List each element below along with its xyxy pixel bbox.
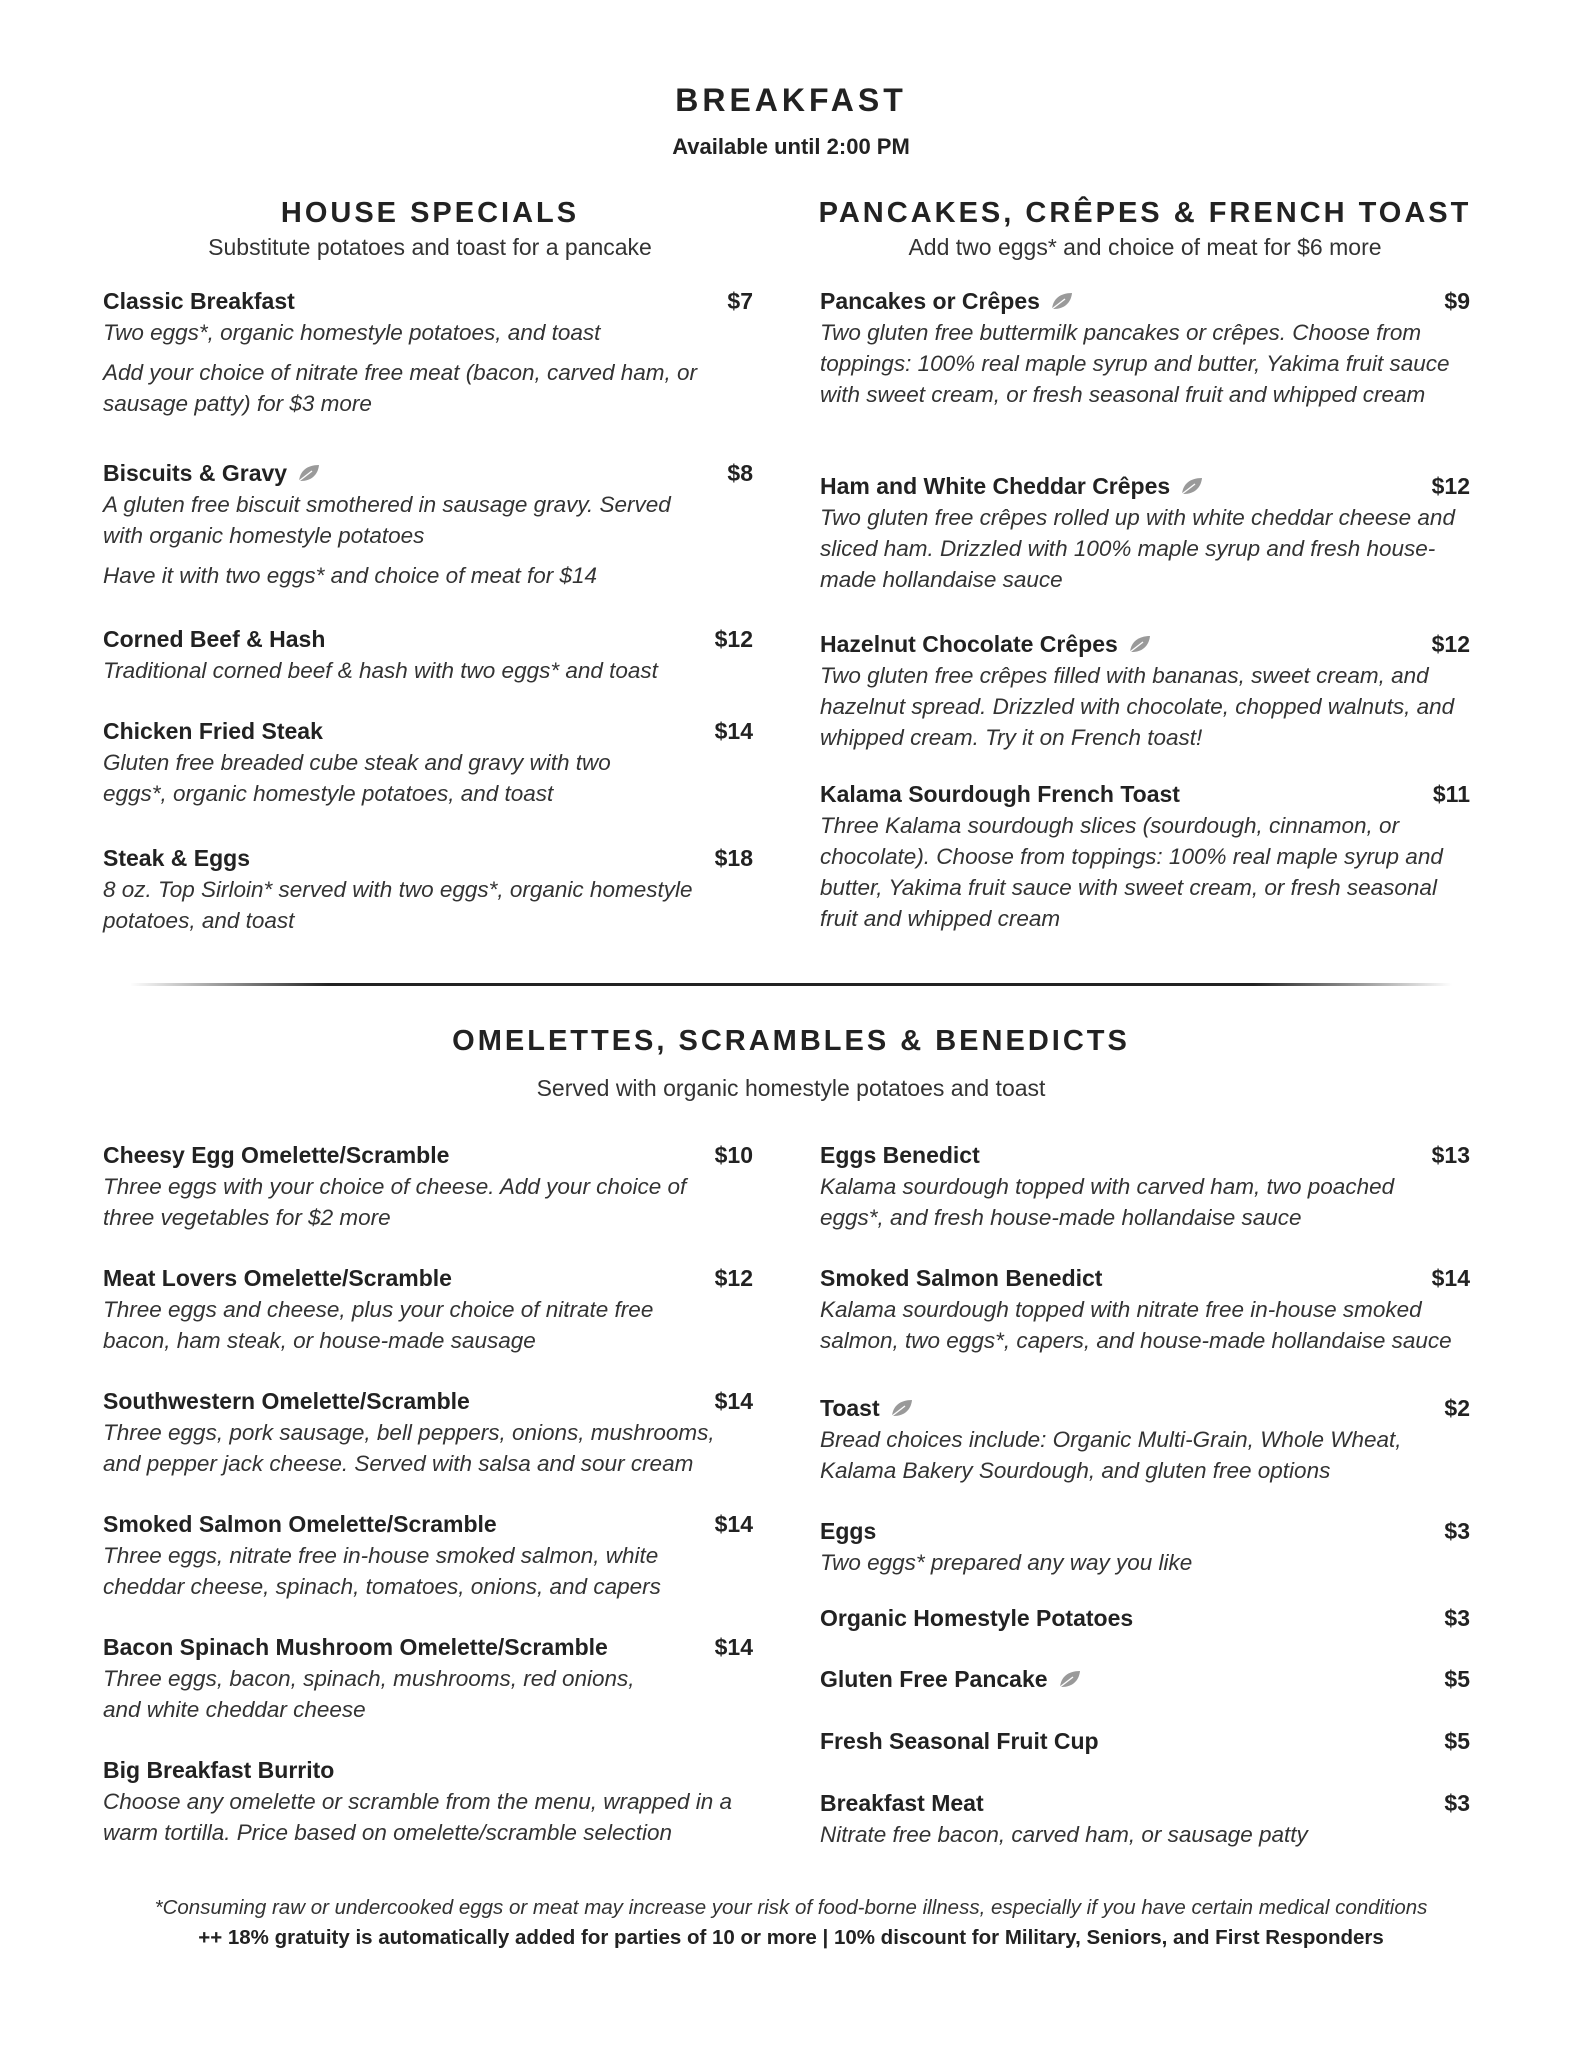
item-price: $5 [1444,1728,1470,1754]
menu-item-eggs-benedict [820,1140,1470,1233]
menu-item-breakfast-meat [820,1788,1470,1850]
house-specials-subtitle: Substitute potatoes and toast for a pancake [208,234,652,260]
item-name: Hazelnut Chocolate Crêpes [820,631,1118,657]
menu-item-smoked-salmon-omelette [103,1509,753,1602]
page-title: BREAKFAST [675,82,907,118]
gluten-free-leaf-icon [1050,291,1074,311]
item-price: $13 [1431,1142,1470,1168]
item-price: $14 [714,718,753,744]
item-price: $12 [714,626,753,652]
food-safety-disclaimer: *Consuming raw or undercooked eggs or meat may increase your risk of food-borne illness, especially if you have certain medical conditions [154,1896,1428,1919]
menu-item-gluten-free-pancake [820,1664,1470,1695]
menu-item-fruit-cup [820,1726,1470,1757]
item-name: Meat Lovers Omelette/Scramble [103,1265,452,1291]
omelettes-subtitle: Served with organic homestyle potatoes and toast [536,1075,1046,1101]
menu-item-pancakes-crepes [820,286,1470,410]
item-description: Two eggs*, organic homestyle potatoes, and toast [103,320,601,345]
gluten-free-leaf-icon [297,463,321,483]
item-price: $2 [1444,1395,1470,1421]
item-price: $14 [714,1511,753,1537]
item-price: $14 [714,1388,753,1414]
availability-note: Available until 2:00 PM [672,134,910,159]
menu-item-biscuits-gravy [103,458,753,591]
item-price: $14 [1431,1265,1470,1291]
item-price: $10 [714,1142,753,1168]
item-description: A gluten free biscuit smothered in sausage gravy. Served with organic homestyle potatoes [103,492,671,548]
section-divider [130,983,1452,986]
item-description: Nitrate free bacon, carved ham, or sausage patty [820,1822,1308,1847]
item-price: $11 [1432,781,1470,807]
pancakes-subtitle: Add two eggs* and choice of meat for $6 more [908,234,1382,260]
gluten-free-leaf-icon [1180,476,1204,496]
item-description: Two gluten free crêpes filled with bananas, sweet cream, and hazelnut spread. Drizzled with chocolate, chopped walnuts, and whipped cream. Try it on French toast! [820,663,1455,750]
item-price: $9 [1444,288,1470,314]
menu-item-meat-lovers-omelette [103,1263,753,1356]
item-name: Eggs Benedict [820,1142,980,1168]
item-price: $12 [1431,473,1470,499]
item-description: Three eggs, pork sausage, bell peppers, onions, mushrooms, and pepper jack cheese. Served with salsa and sour cream [103,1420,715,1476]
item-addon: Have it with two eggs* and choice of meat for $14 [103,563,598,588]
item-name: Eggs [820,1518,877,1544]
menu-item-corned-beef-hash [103,624,753,686]
item-name: Big Breakfast Burrito [103,1757,335,1783]
item-price: $3 [1444,1518,1470,1544]
menu-item-chicken-fried-steak [103,716,753,809]
item-name: Ham and White Cheddar Crêpes [820,473,1171,499]
menu-item-smoked-salmon-benedict [820,1263,1470,1356]
item-name: Steak & Eggs [103,845,250,871]
item-description: Bread choices include: Organic Multi-Grain, Whole Wheat, Kalama Bakery Sourdough, and gluten free options [820,1427,1402,1483]
item-name: Corned Beef & Hash [103,626,326,652]
menu-item-southwestern-omelette [103,1386,753,1479]
item-price: $18 [714,845,753,871]
item-name: Gluten Free Pancake [820,1666,1048,1692]
item-description: Two gluten free crêpes rolled up with white cheddar cheese and sliced ham. Drizzled with 100% maple syrup and fresh house-made hollandaise sauce [820,505,1455,592]
item-name: Breakfast Meat [820,1790,984,1816]
item-price: $3 [1444,1790,1470,1816]
menu-item-steak-eggs [103,843,753,936]
item-price: $3 [1444,1605,1470,1631]
omelettes-title: OMELETTES, SCRAMBLES & BENEDICTS [452,1025,1130,1057]
menu-item-toast [820,1393,1470,1486]
item-name: Pancakes or Crêpes [820,288,1040,314]
item-name: Chicken Fried Steak [103,718,323,744]
gluten-free-leaf-icon [1058,1669,1082,1689]
item-price: $7 [727,288,753,314]
item-description: Choose any omelette or scramble from the menu, wrapped in a warm tortilla. Price based on omelette/scramble selection [103,1789,733,1845]
item-description: Two eggs* prepared any way you like [820,1550,1193,1575]
item-price: $12 [714,1265,753,1291]
item-description: Three eggs, nitrate free in-house smoked salmon, white cheddar cheese, spinach, tomatoes, onions, and capers [103,1543,661,1599]
menu-item-cheesy-egg-omelette [103,1140,753,1233]
item-description: Two gluten free buttermilk pancakes or crêpes. Choose from toppings: 100% real maple syrup and butter, Yakima fruit sauce with sweet cream, or fresh seasonal fruit and whipped cream [820,320,1450,407]
item-name: Smoked Salmon Benedict [820,1265,1103,1291]
menu-item-bacon-spinach-omelette [103,1632,753,1725]
gluten-free-leaf-icon [890,1398,914,1418]
menu-item-hazelnut-crepes [820,629,1470,753]
item-name: Fresh Seasonal Fruit Cup [820,1728,1099,1754]
item-description: Kalama sourdough topped with nitrate free in-house smoked salmon, two eggs*, capers, and house-made hollandaise sauce [820,1297,1452,1353]
item-name: Classic Breakfast [103,288,295,314]
item-description: Three eggs, bacon, spinach, mushrooms, red onions, and white cheddar cheese [103,1666,635,1722]
item-description: Three Kalama sourdough slices (sourdough, cinnamon, or chocolate). Choose from toppings: 100% real maple syrup and butter, Yakima fruit sauce with sweet cream, or fresh seasonal fruit and whipped cream [820,813,1443,931]
item-name: Smoked Salmon Omelette/Scramble [103,1511,497,1537]
item-addon: Add your choice of nitrate free meat (bacon, carved ham, or sausage patty) for $3 more [103,360,698,416]
menu-item-homestyle-potatoes [820,1603,1470,1634]
item-name: Organic Homestyle Potatoes [820,1605,1134,1631]
menu-item-french-toast [820,779,1470,934]
house-specials-title: HOUSE SPECIALS [280,197,580,229]
item-name: Bacon Spinach Mushroom Omelette/Scramble [103,1634,608,1660]
item-description: 8 oz. Top Sirloin* served with two eggs*, organic homestyle potatoes, and toast [103,877,693,933]
menu-item-eggs [820,1516,1470,1578]
menu-item-ham-cheddar-crepes [820,471,1470,595]
gluten-free-leaf-icon [1128,634,1152,654]
item-name: Southwestern Omelette/Scramble [103,1388,470,1414]
item-description: Three eggs and cheese, plus your choice of nitrate free bacon, ham steak, or house-made sausage [103,1297,654,1353]
item-description: Gluten free breaded cube steak and gravy with two eggs*, organic homestyle potatoes, and toast [103,750,611,806]
item-name: Kalama Sourdough French Toast [820,781,1180,807]
item-description: Kalama sourdough topped with carved ham, two poached eggs*, and fresh house-made hollandaise sauce [820,1174,1395,1230]
item-price: $8 [727,460,753,486]
gratuity-discount-note: ++ 18% gratuity is automatically added for parties of 10 or more | 10% discount for Military, Seniors, and First Responders [198,1926,1384,1949]
pancakes-title: PANCAKES, CRÊPES & FRENCH TOAST [818,197,1472,229]
item-description: Three eggs with your choice of cheese. Add your choice of three vegetables for $2 more [103,1174,687,1230]
item-name: Cheesy Egg Omelette/Scramble [103,1142,450,1168]
item-name: Biscuits & Gravy [103,460,288,486]
item-price: $14 [714,1634,753,1660]
item-price: $12 [1431,631,1470,657]
menu-item-classic-breakfast [103,286,753,419]
item-description: Traditional corned beef & hash with two eggs* and toast [103,658,658,683]
item-name: Toast [820,1395,880,1421]
item-price: $5 [1444,1666,1470,1692]
menu-item-breakfast-burrito [103,1755,753,1848]
